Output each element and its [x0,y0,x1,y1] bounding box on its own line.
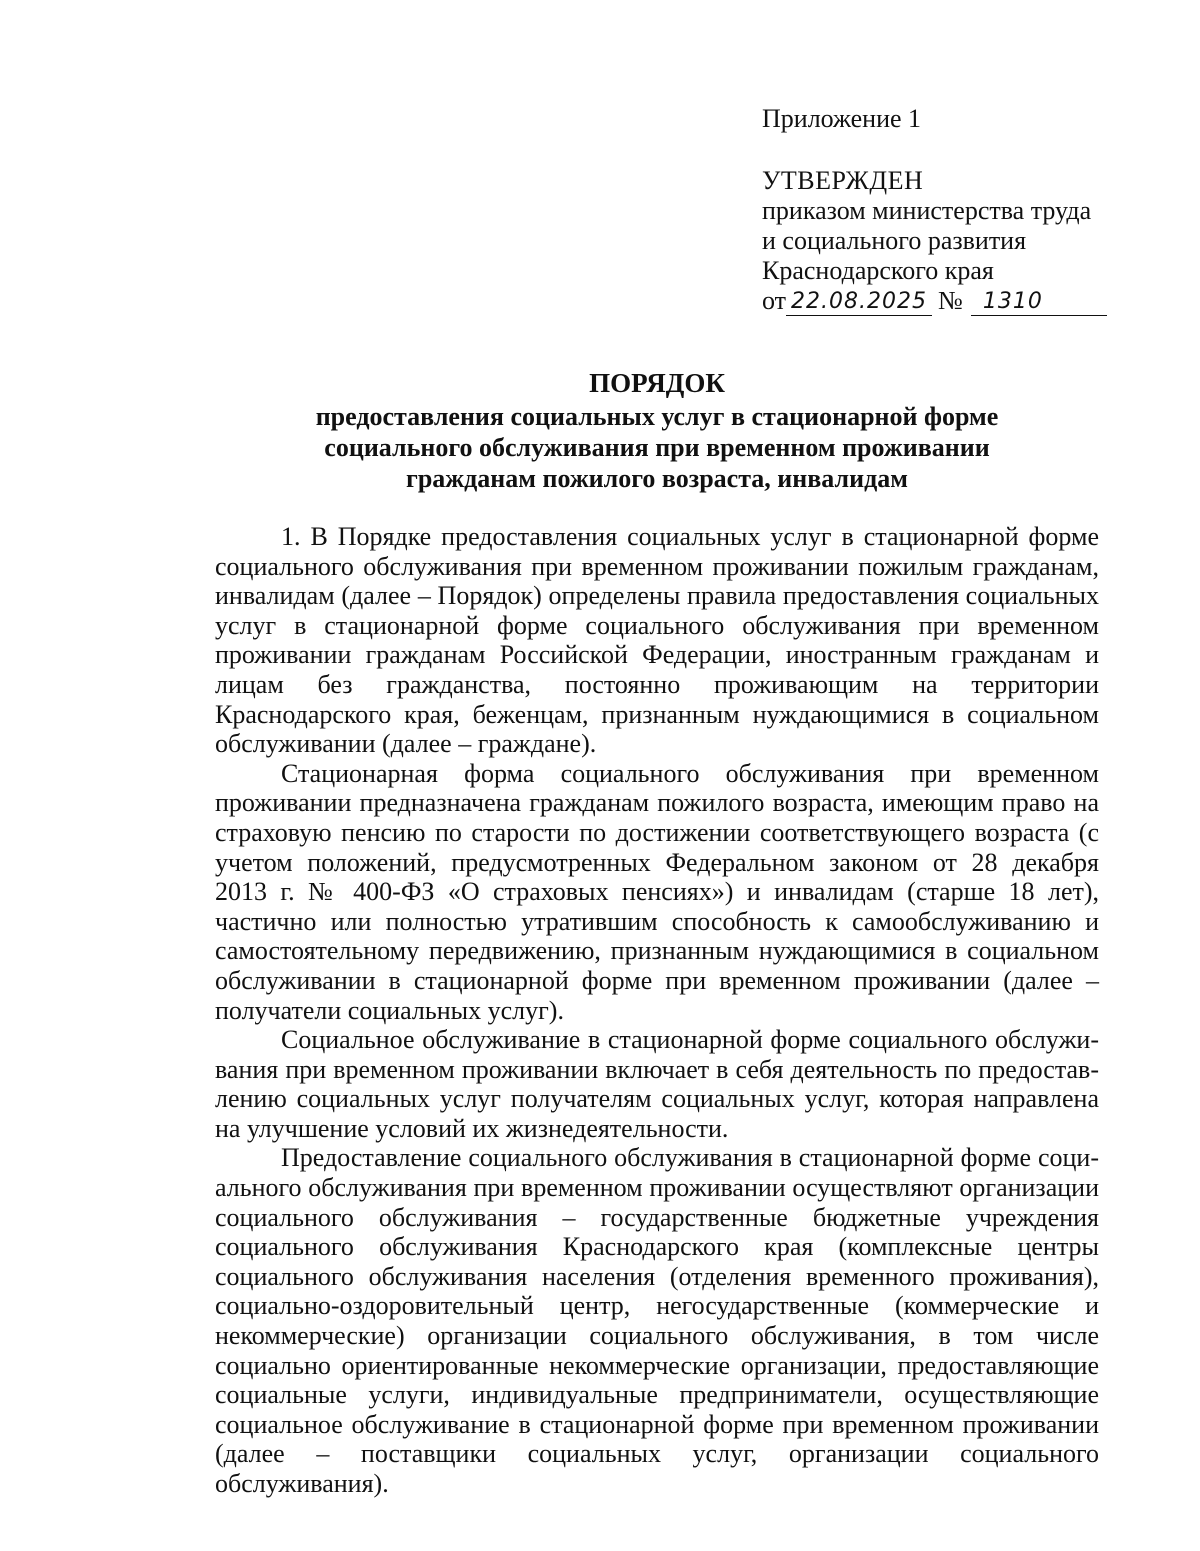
order-date-handwritten: 22.08.2025 [786,289,932,316]
paragraph-1: 1. В Порядке предоставления социальных услуг в стационарной форме социального обслуживания при временном проживании пожилым гражданам, инвалидам (далее – Порядок) определены правила предоставления социальных услуг в стационарной форме социального обслуживания при временном проживании гражданам Российской Федерации, иностранным гражданам и лицам без гражданства, постоянно проживающим на территории Краснодарского края, беженцам, признанным нуждающимися в социальном обслуживании (далее – граждане). [215,522,1099,759]
paragraph-3: Социальное обслуживание в стационарной форме социального обслуживания при временном проживании включает в себя деятельность по предоставлению социальных услуг получателям социальных услуг, которая направлена на улучшение условий их жизнедеятельности. [215,1025,1099,1143]
document-body [215,522,1099,1499]
appendix-label: Приложение 1 [762,104,922,133]
approval-line-1: приказом министерства труда [762,196,1092,225]
approval-line-3: Краснодарского края [762,256,994,285]
paragraph-4: Предоставление социального обслуживания в стационарной форме социального обслуживания при временном проживании осуществляют организации социального обслуживания – государственные бюджетные учреждения социального обслуживания Краснодарского края (комплексные центры социального обслуживания населения (отделения временного проживания), социально-оздоровительный центр, негосударственные (коммерческие и некоммерческие) организации социального обслуживания, в том числе социально ориентированные некоммерческие организации, предоставляющие социальные услуги, индивидуальные предприниматели, осуществляющие социальное обслуживание в стационарной форме при временном проживании (далее – поставщики социальных услуг, организации социального обслуживания). [215,1143,1099,1498]
document-title: ПОРЯДОК [589,368,725,398]
document-title-block [215,368,1099,494]
approval-line-2: и социального развития [762,226,1027,255]
approved-label: УТВЕРЖДЕН [762,166,924,195]
order-date-number-row [762,286,1162,316]
title-line-1: предоставления социальных услуг в стационарной форме [315,402,999,431]
order-number-handwritten: 1310 [971,289,1107,316]
number-sign: № [938,286,963,315]
title-line-2: социального обслуживания при временном проживании [324,433,990,462]
paragraph-2: Стационарная форма социального обслуживания при временном проживании предназначена гражданам пожилого возраста, имеющим право на страховую пенсию по старости по достижении соответствующего возраста (с учетом положений, предусмотренных Федеральном законом от 28 декабря 2013 г. № 400-ФЗ «О страховых пенсиях») и инвалидам (старше 18 лет), частично или полностью утратившим способность к самообслуживанию и самостоятельному передвижению, признанным нуждающимися в социальном обслуживании в стационарной форме при временном проживании (далее – получатели социальных услуг). [215,758,1099,1025]
date-prefix: от [762,286,787,315]
title-line-3: гражданам пожилого возраста, инвалидам [406,464,908,493]
approval-block [762,104,1162,316]
